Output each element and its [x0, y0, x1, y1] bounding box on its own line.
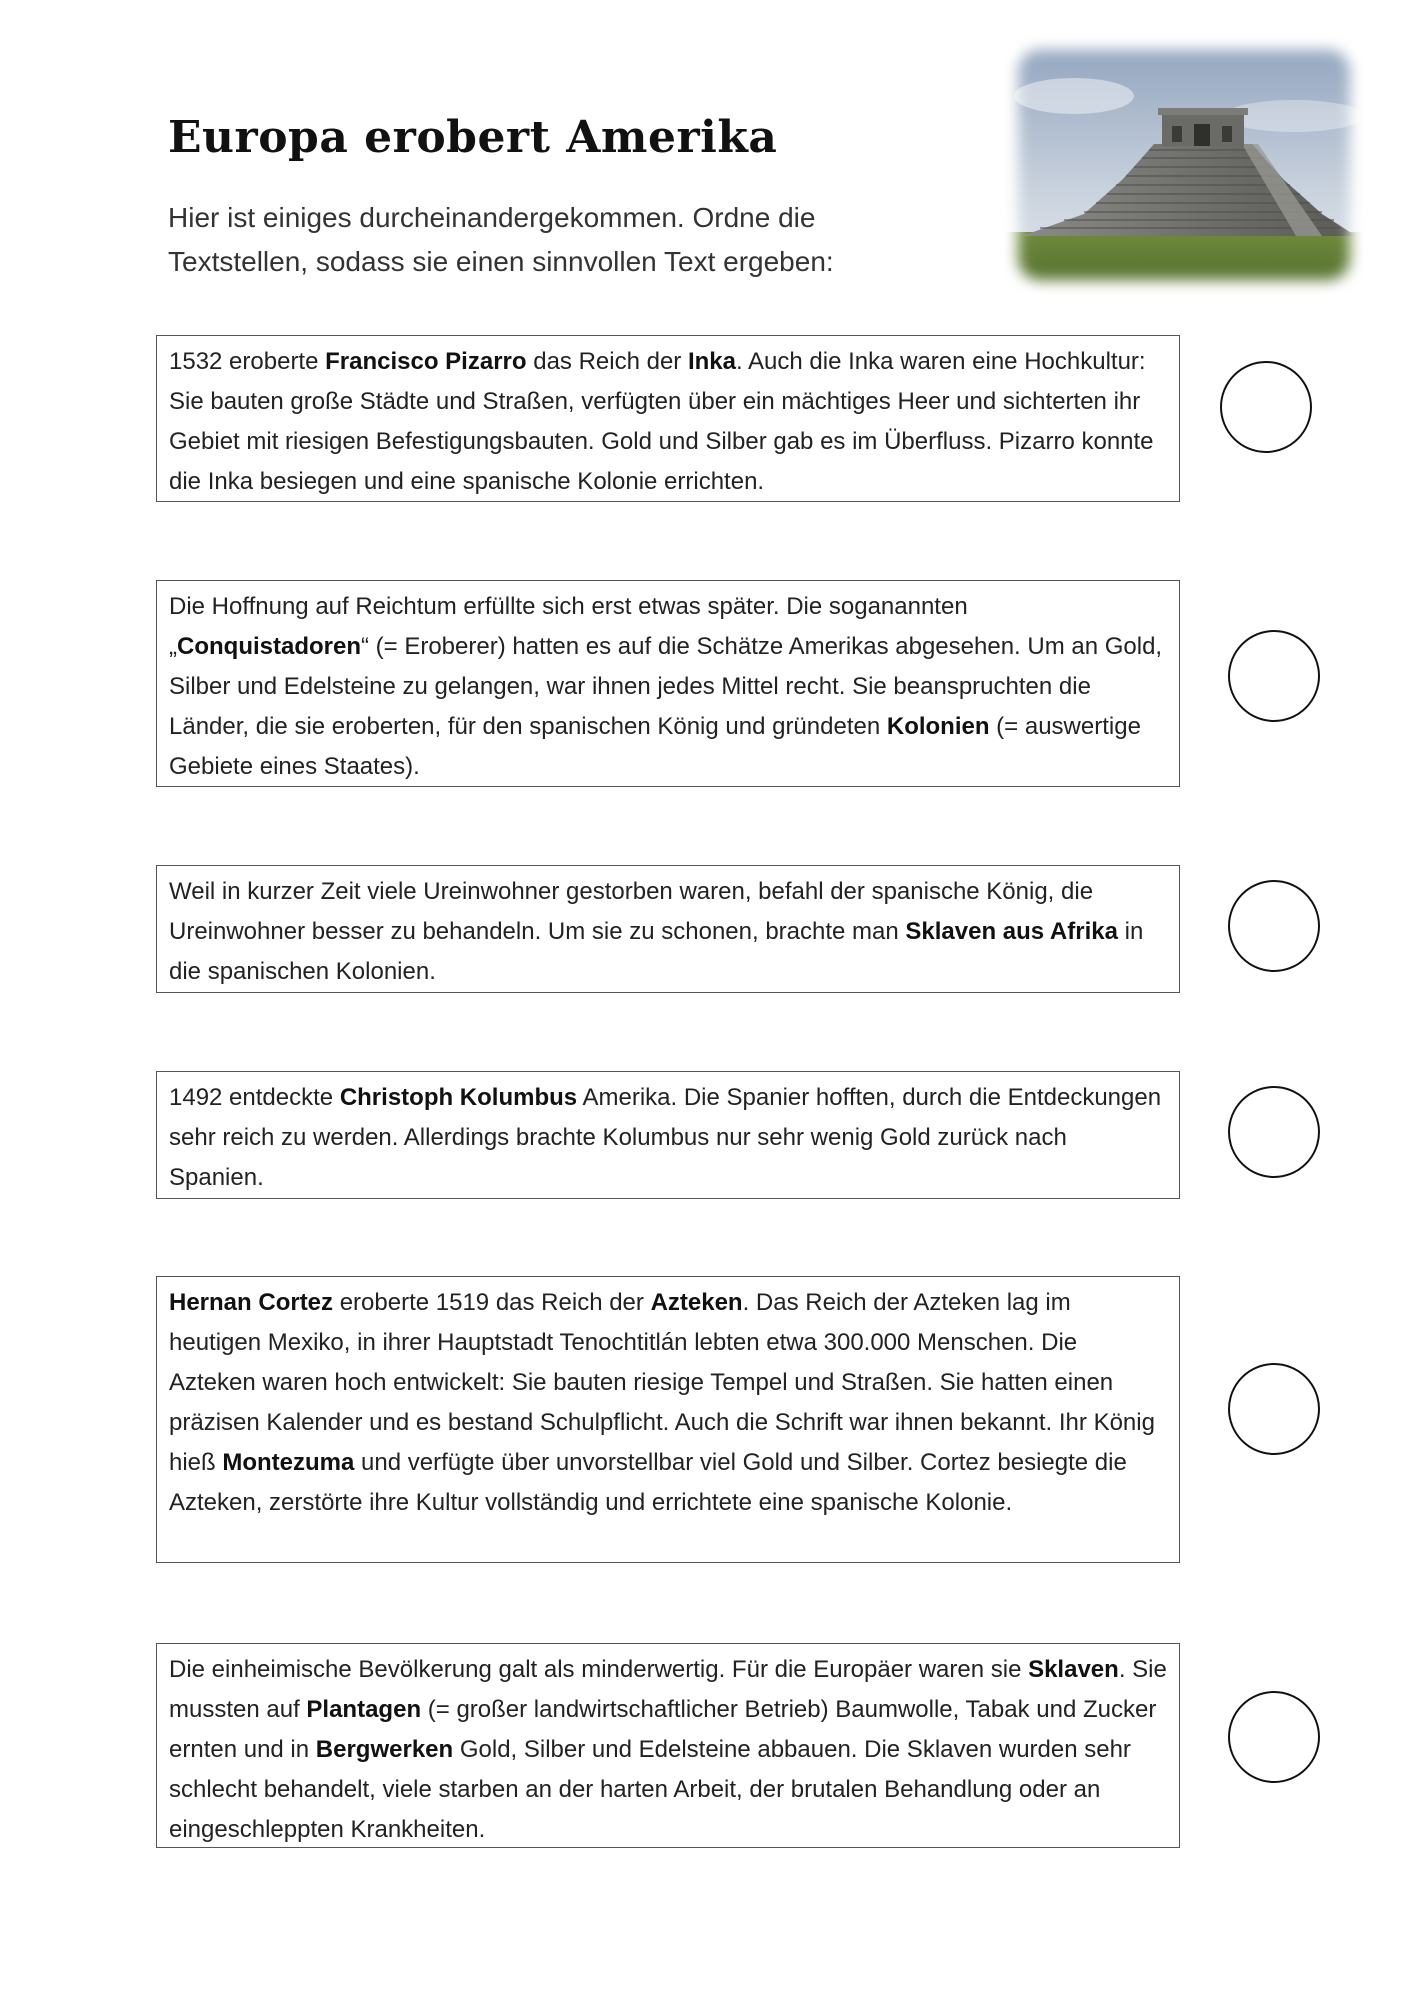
- order-circle-4[interactable]: [1228, 1086, 1320, 1178]
- text-run: . Das Reich der Azteken lag im heutigen Mexiko, in ihrer Hauptstadt Tenochtitlán lebten etwa 300.000 Menschen. Die Azteken waren hoch entwickelt: Sie bauten riesige Tempel und Straßen. Sie hatten einen präzisen Kalender und es bestand Schulpflicht. Auch die Schrift war ihnen bekannt. Ihr König hieß: [169, 1289, 1155, 1476]
- text-run: 1492 entdeckte: [169, 1084, 340, 1111]
- text-card-sklaven-afrika: [156, 865, 1180, 993]
- bold-term: Plantagen: [306, 1696, 422, 1723]
- card-text: [169, 872, 1167, 992]
- bold-term: Conquistadoren: [177, 633, 361, 660]
- order-circle-3[interactable]: [1228, 880, 1320, 972]
- text-run: in die spanischen Kolonien.: [169, 918, 1144, 985]
- text-run: “ (= Eroberer) hatten es auf die Schätze Amerikas abgesehen. Um an Gold, Silber und Edelsteine zu gelangen, war ihnen jedes Mittel recht. Sie beanspruchten die Länder, die sie eroberten, für den spanischen König und gründeten: [169, 633, 1163, 740]
- bold-term: Montezuma: [222, 1449, 355, 1476]
- text-run: (= auswertige Gebiete eines Staates).: [169, 713, 1141, 780]
- text-run: und verfügte über unvorstellbar viel Gold und Silber. Cortez besiegte die Azteken, zerstörte ihre Kultur vollständig und errichtete eine spanische Kolonie.: [169, 1449, 1127, 1516]
- page-title: Europa erobert Amerika: [168, 112, 778, 163]
- text-run: Gold, Silber und Edelsteine abbauen. Die Sklaven wurden sehr schlecht behandelt, viele starben an der harten Arbeit, der brutalen Behandlung oder an eingeschleppten Krankheiten.: [169, 1736, 1131, 1843]
- text-run: Die Hoffnung auf Reichtum erfüllte sich erst etwas später. Die soganannten „: [169, 593, 968, 660]
- text-card-inka: [156, 335, 1180, 502]
- order-circle-6[interactable]: [1228, 1691, 1320, 1783]
- pyramid-photo: [1004, 36, 1364, 294]
- text-run: eroberte 1519 das Reich der: [333, 1289, 651, 1316]
- order-circle-5[interactable]: [1228, 1363, 1320, 1455]
- text-card-plantagen: [156, 1643, 1180, 1848]
- bold-term: Sklaven aus Afrika: [905, 918, 1118, 945]
- text-run: Amerika. Die Spanier hofften, durch die Entdeckungen sehr reich zu werden. Allerdings brachte Kolumbus nur sehr wenig Gold zurück nach Spanien.: [169, 1084, 1162, 1191]
- text-run: 1532 eroberte: [169, 348, 326, 375]
- bold-term: Inka: [687, 348, 736, 375]
- bold-term: Azteken: [650, 1289, 743, 1316]
- bold-term: Sklaven: [1028, 1656, 1119, 1683]
- task-instruction: Hier ist einiges durcheinandergekommen. Ordne die Textstellen, sodass sie einen sinnvollen Text ergeben:: [168, 202, 834, 277]
- bold-term: Kolonien: [886, 713, 990, 740]
- text-run: . Auch die Inka waren eine Hochkultur: Sie bauten große Städte und Straßen, verfügten über ein mächtiges Heer und sichterten ihr Gebiet mit riesigen Befestigungsbauten. Gold und Silber gab es im Überfluss. Pizarro konnte die Inka besiegen und eine spanische Kolonie errichten.: [169, 348, 1154, 495]
- card-text: [169, 1283, 1167, 1523]
- text-run: . Sie mussten auf: [169, 1656, 1167, 1723]
- text-card-conquistadoren: [156, 580, 1180, 787]
- bold-term: Francisco Pizarro: [325, 348, 527, 375]
- text-card-azteken: [156, 1276, 1180, 1563]
- bold-term: Bergwerken: [315, 1736, 454, 1763]
- text-run: Weil in kurzer Zeit viele Ureinwohner gestorben waren, befahl der spanische König, die Ureinwohner besser zu behandeln. Um sie zu schonen, brachte man: [169, 878, 1094, 945]
- card-text: [169, 587, 1167, 787]
- order-circle-2[interactable]: [1228, 630, 1320, 722]
- card-text: [169, 342, 1167, 502]
- text-run: Die einheimische Bevölkerung galt als minderwertig. Für die Europäer waren sie: [169, 1656, 1029, 1683]
- bold-term: Christoph Kolumbus: [339, 1084, 578, 1111]
- card-text: [169, 1650, 1167, 1850]
- card-text: [169, 1078, 1167, 1198]
- order-circle-1[interactable]: [1220, 361, 1312, 453]
- text-card-kolumbus: [156, 1071, 1180, 1199]
- bold-term: Hernan Cortez: [169, 1289, 334, 1316]
- text-run: (= großer landwirtschaftlicher Betrieb) Baumwolle, Tabak und Zucker ernten und in: [169, 1696, 1157, 1763]
- text-run: das Reich der: [526, 348, 688, 375]
